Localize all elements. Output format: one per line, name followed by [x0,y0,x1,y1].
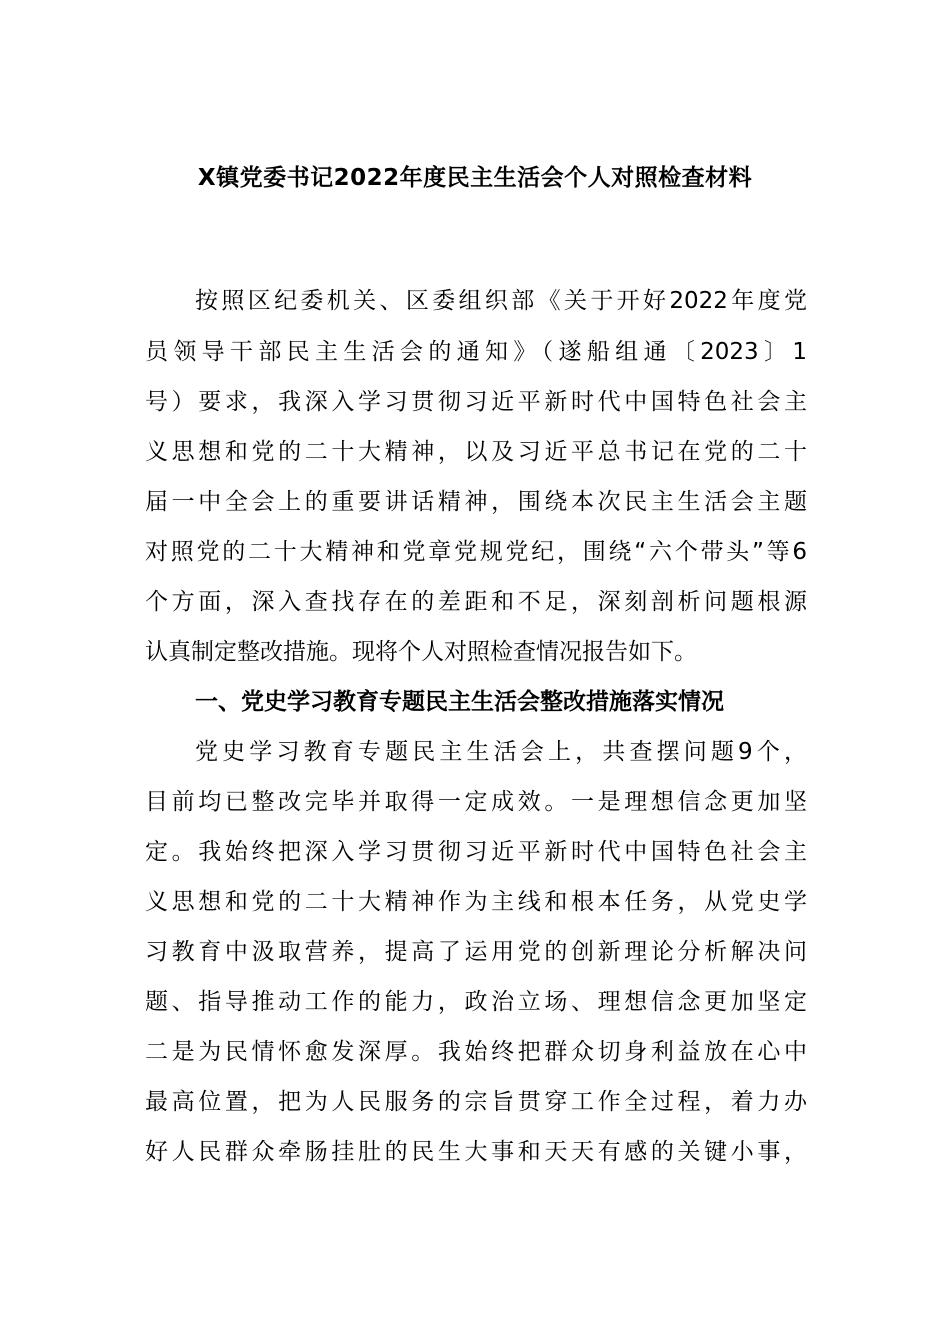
section1-heading: 一、党史学习教育专题民主生活会整改措施落实情况 [195,689,724,715]
paragraph2-line-6: 题、指导推动工作的能力，政治立场、理想信念更加坚定 [145,989,807,1015]
paragraph1-line-8: 认真制定整改措施。现将个人对照检查情况报告如下。 [145,639,697,665]
paragraph1-line-3: 号）要求，我深入学习贯彻习近平新时代中国特色社会主 [145,389,807,415]
paragraph1-line-1: 按照区纪委机关、区委组织部《关于开好2022年度党 [195,288,807,314]
paragraph2-line-8: 最高位置，把为人民服务的宗旨贯穿工作全过程，着力办 [145,1089,807,1115]
paragraph1-line-2: 员领导干部民主生活会的通知》（遂船组通〔2023〕1 [145,339,807,365]
paragraph1-line-5: 届一中全会上的重要讲话精神，围绕本次民主生活会主题 [145,489,807,515]
paragraph2-line-1: 党史学习教育专题民主生活会上，共查摆问题9个， [195,739,807,765]
paragraph2-line-7: 二是为民情怀愈发深厚。我始终把群众切身利益放在心中 [145,1039,807,1065]
paragraph2-line-5: 习教育中汲取营养，提高了运用党的创新理论分析解决问 [145,939,807,965]
paragraph1-line-6: 对照党的二十大精神和党章党规党纪，围绕“六个带头”等6 [145,539,807,565]
paragraph1-line-4: 义思想和党的二十大精神，以及习近平总书记在党的二十 [145,439,807,465]
paragraph2-line-4: 义思想和党的二十大精神作为主线和根本任务，从党史学 [145,889,807,915]
paragraph2-line-9: 好人民群众牵肠挂肚的民生大事和天天有感的关键小事， [145,1139,807,1165]
paragraph2-line-2: 目前均已整改完毕并取得一定成效。一是理想信念更加坚 [145,789,807,815]
document-title: X镇党委书记2022年度民主生活会个人对照检查材料 [197,165,753,191]
paragraph1-line-7: 个方面，深入查找存在的差距和不足，深刻剖析问题根源 [145,589,807,615]
paragraph2-line-3: 定。我始终把深入学习贯彻习近平新时代中国特色社会主 [145,839,807,865]
